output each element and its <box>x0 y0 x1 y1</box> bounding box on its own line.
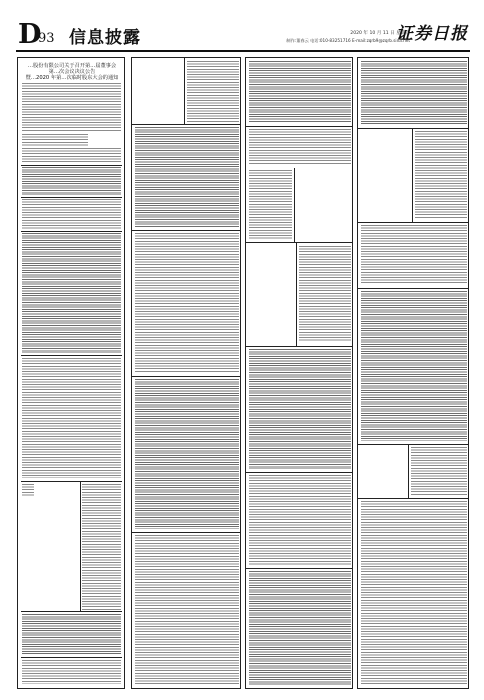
table-rule <box>246 242 353 243</box>
table-block <box>22 484 34 496</box>
masthead <box>0 0 484 52</box>
table-block <box>22 233 121 353</box>
table-block <box>22 199 121 229</box>
table-divider <box>294 168 295 242</box>
announcement-title <box>22 63 122 82</box>
table-block <box>82 484 121 610</box>
body-text-block <box>187 61 239 123</box>
table-rule <box>21 481 122 482</box>
publication-date: 2020 年 10 月 11 日 星期四 <box>350 31 410 36</box>
body-text-block <box>361 291 467 441</box>
body-text-block <box>411 447 467 495</box>
body-text-block <box>22 660 121 684</box>
table-rule <box>358 444 469 445</box>
table-divider <box>408 444 409 498</box>
column-2 <box>131 57 241 689</box>
table-rule <box>132 532 241 533</box>
table-rule <box>21 165 122 166</box>
section-title: 信息披露 <box>69 28 141 48</box>
body-text-block <box>249 475 351 565</box>
table-divider <box>296 242 297 346</box>
table-rule <box>21 197 122 198</box>
table-rule <box>132 124 241 125</box>
editor-contact-line: 制作:董春云 电话:010-83251716 E-mail:zqrb9@zqrb.sina.net <box>286 38 410 43</box>
body-text-block <box>361 501 467 685</box>
body-text-block <box>135 535 239 685</box>
table-rule <box>358 288 469 289</box>
body-text-block <box>249 349 351 469</box>
masthead-rule <box>16 50 470 52</box>
page-letter: D <box>18 19 42 50</box>
table-rule <box>358 222 469 223</box>
table-divider <box>184 58 185 124</box>
table-rule <box>21 231 122 232</box>
body-text-block <box>22 148 121 162</box>
body-text-block <box>135 379 239 529</box>
body-text-block <box>22 134 88 146</box>
table-block <box>22 614 121 654</box>
table-rule <box>358 498 469 499</box>
table-rule <box>21 611 122 612</box>
table-block <box>22 167 121 195</box>
body-text-block <box>22 83 121 131</box>
table-rule <box>21 355 122 356</box>
body-text-block <box>361 61 467 125</box>
announcement-title-line: 第…次会议决议公告 <box>48 69 96 76</box>
newspaper-logo: 证券日报 <box>396 24 468 44</box>
table-rule <box>246 126 353 127</box>
column-4 <box>357 57 469 689</box>
body-text-block <box>249 571 351 685</box>
table-rule <box>358 128 469 129</box>
table-rule <box>132 376 241 377</box>
body-text-block <box>249 129 351 165</box>
table-rule <box>246 568 353 569</box>
body-text-block <box>249 61 351 123</box>
body-text-block <box>415 131 467 219</box>
body-text-block <box>135 127 239 227</box>
empty-table-cell <box>359 130 411 220</box>
empty-table-cell <box>133 59 183 123</box>
table-block <box>22 358 121 478</box>
table-rule <box>132 230 241 231</box>
empty-table-cell <box>247 244 295 344</box>
page-number: 93 <box>38 31 55 46</box>
table-divider <box>412 128 413 222</box>
body-text-block <box>249 170 292 240</box>
column-3 <box>245 57 353 689</box>
column-1 <box>17 57 125 689</box>
empty-table-cell <box>296 170 352 240</box>
empty-table-cell <box>359 446 407 496</box>
body-text-block <box>135 233 239 373</box>
table-rule <box>21 657 122 658</box>
body-text-block <box>299 246 351 342</box>
table-rule <box>246 346 353 347</box>
table-rule <box>246 472 353 473</box>
table-divider <box>80 481 81 611</box>
announcement-title-line: 暨…2020 年第…次临时股东大会的通知 <box>25 75 119 82</box>
body-text-block <box>361 225 467 285</box>
announcement-title-line: …股份有限公司关于召开第…届董事会 <box>27 63 117 69</box>
